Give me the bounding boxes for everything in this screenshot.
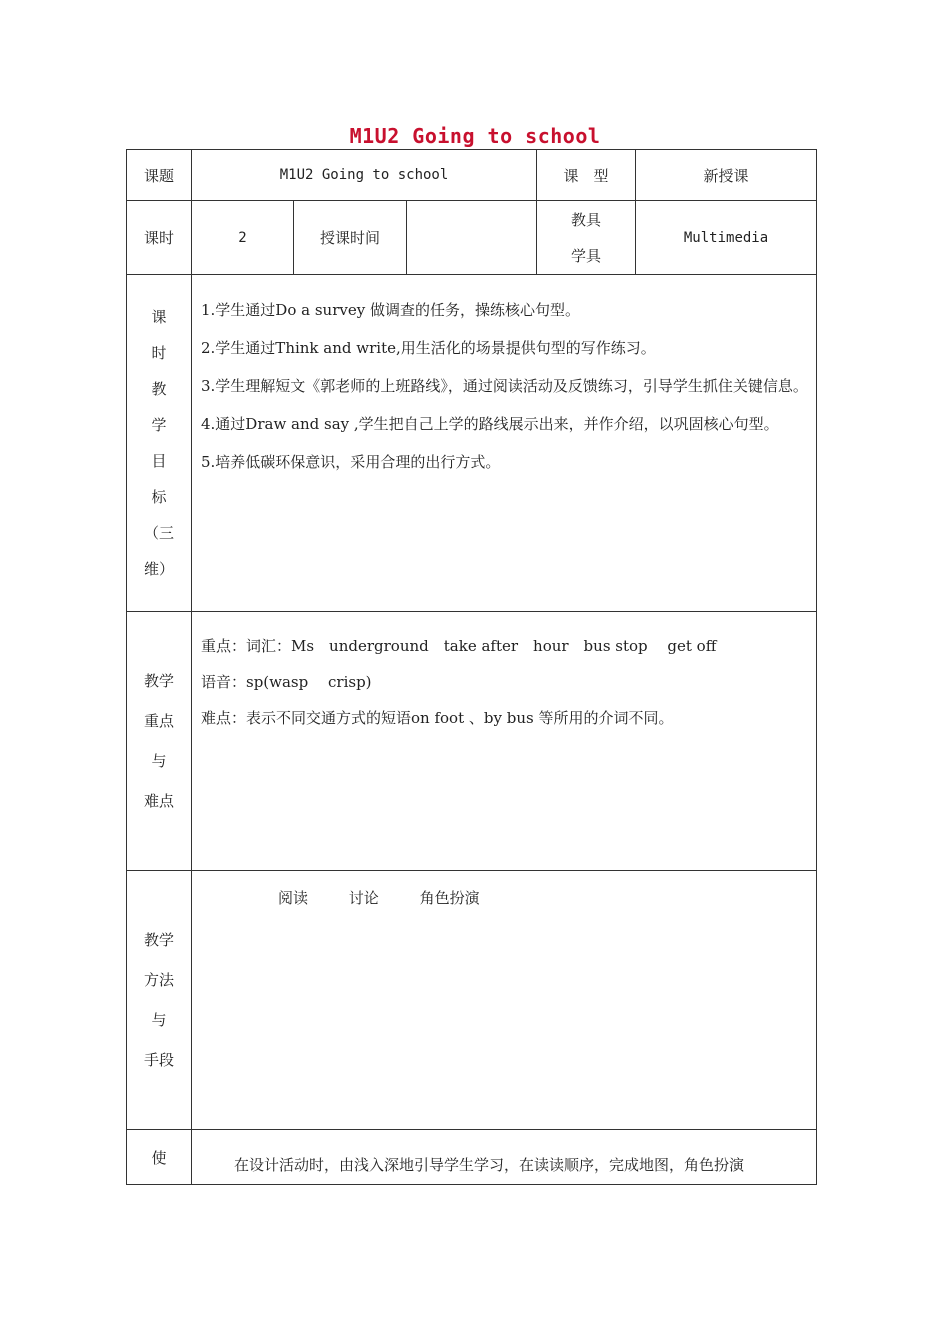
methods-content: [192, 871, 817, 1130]
key-points-label-line: 教学: [143, 672, 174, 690]
method-item: 角色扮演: [419, 889, 480, 907]
objective-item: 4.通过Draw and say ,学生把自己上学的路线展示出来，并作介绍，以巩固核心句型。: [201, 415, 779, 433]
lesson-type-value: 新授课: [636, 150, 817, 201]
key-points-row: [127, 612, 817, 871]
period-value: 2: [192, 201, 294, 275]
teaching-date-value: [407, 201, 537, 275]
key-phonics: 语音：sp(wasp crisp): [201, 673, 372, 691]
period-row: [127, 201, 817, 275]
teaching-tools-label-line2: 学具: [571, 246, 602, 265]
lesson-plan-table: [126, 149, 817, 1185]
key-points-label-line: 与: [151, 752, 167, 770]
objectives-label-char: 维）: [143, 560, 174, 578]
objective-item: 5.培养低碳环保意识，采用合理的出行方式。: [201, 453, 501, 471]
objectives-content: [192, 275, 817, 612]
topic-row: [127, 150, 817, 201]
method-item: 讨论: [348, 889, 379, 907]
teaching-tools-label-line1: 教具: [571, 210, 602, 229]
period-label: 课时: [127, 201, 192, 275]
objective-item: 2.学生通过Think and write,用生活化的场景提供句型的写作练习。: [201, 339, 656, 357]
objectives-label-char: 课: [151, 308, 167, 326]
usage-row: [127, 1130, 817, 1185]
methods-label-line: 教学: [143, 931, 174, 949]
teaching-tools-value: Multimedia: [636, 201, 817, 275]
usage-content: 在设计活动时，由浅入深地引导学生学习，在读读顺序，完成地图，角色扮演: [192, 1130, 817, 1185]
document-title: M1U2 Going to school: [349, 124, 601, 148]
teaching-tools-label: [537, 201, 636, 275]
methods-label-line: 手段: [143, 1051, 174, 1069]
key-points-label: [127, 612, 192, 871]
method-item: 阅读: [278, 889, 309, 907]
methods-label-line: 与: [151, 1011, 167, 1029]
objectives-label-char: 标: [151, 488, 167, 506]
objectives-label-char: 教: [151, 380, 167, 398]
difficult-point: 难点：表示不同交通方式的短语on foot 、by bus 等所用的介词不同。: [201, 709, 674, 727]
objective-item: 1.学生通过Do a survey 做调查的任务，操练核心句型。: [201, 301, 580, 319]
usage-label: 使: [127, 1130, 192, 1185]
objectives-label-char: （三: [143, 524, 174, 542]
objectives-row: [127, 275, 817, 612]
objectives-label-char: 学: [151, 416, 167, 434]
key-vocabulary: 重点：词汇：Ms underground take after hour bus stop get off: [201, 637, 717, 655]
objectives-label-char: 目: [151, 452, 167, 470]
objectives-label: [127, 275, 192, 612]
key-points-label-line: 难点: [143, 792, 174, 810]
topic-label: 课题: [127, 150, 192, 201]
methods-label-line: 方法: [143, 971, 174, 989]
objective-item: 3.学生理解短文《郭老师的上班路线》，通过阅读活动及反馈练习，引导学生抓住关键信息。: [201, 377, 808, 395]
methods-row: [127, 871, 817, 1130]
lesson-type-label: 课 型: [537, 150, 636, 201]
teaching-date-label: 授课时间: [294, 201, 407, 275]
key-points-content: [192, 612, 817, 871]
key-points-label-line: 重点: [143, 712, 174, 730]
methods-label: [127, 871, 192, 1130]
topic-value: M1U2 Going to school: [192, 150, 537, 201]
objectives-label-char: 时: [151, 344, 167, 362]
